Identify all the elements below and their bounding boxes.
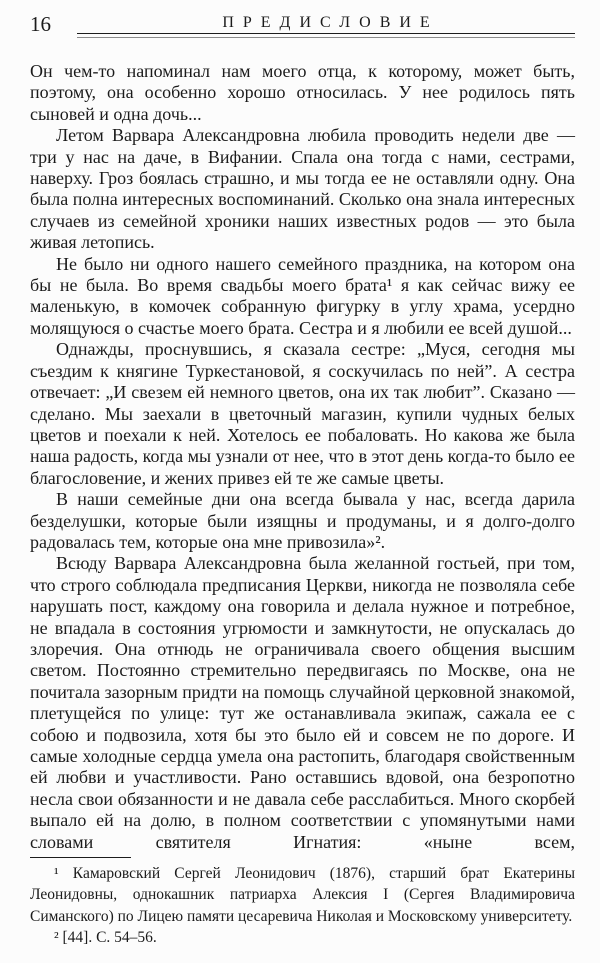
page-header [30,14,575,38]
paragraph: Всюду Варвара Александровна была желанной гостьей, при том, что строго соблюдала предписания Церкви, никогда не позволяла себе нарушать пост, каждому она говорила и делала нужное и потребное, не впадала в состояния угрюмости и замкнутости, не опускалась до злоречия. Она отнюдь не ограничивала своего общения высшим светом. Постоянно стремительно передвигаясь по Москве, она не почитала зазорным придти на помощь случайной церковной знакомой, плетущейся по улице: тут же останавливала экипаж, сажала ее с собою и подвозила, хотя бы это было ей и совсем не по дороге. И самые холодные сердца умела она растопить, благодаря свойственным ей любви и участливости. Рано оставшись вдовой, она безропотно несла свои обязанности и не давала себе расслабиться. Много скорбей выпало ей на долю, в полном соответствии с упомянутыми нами словами святителя Игнатия: «ныне всем, [30,553,575,852]
chapter-title: ПРЕДИСЛОВИЕ [222,14,439,31]
body-text [30,61,575,853]
footnote-separator [30,857,131,858]
paragraph: Однажды, проснувшись, я сказала сестре: „Муся, сегодня мы съездим к княгине Туркестановой, я соскучилась по ней”. А сестра отвечает: „И свезем ей немного цветов, она их так любит”. Сказано — сделано. Мы заехали в цветочный магазин, купили чудных белых цветов и поехали к ней. Хотелось ее побаловать. Но какова же была наша радость, когда мы узнали от нее, что в этот день когда-то было ее благословение, и жених привез ей те же самые цветы. [30,339,575,488]
paragraph: Он чем-то напоминал нам моего отца, к которому, может быть, поэтому, она особенно хорошо относилась. У нее родилось пять сыновей и одна дочь... [30,61,575,124]
header-rule [77,33,575,38]
footnotes [30,857,575,948]
footnote-list [30,863,575,948]
paragraph: Летом Варвара Александровна любила проводить недели две — три у нас на даче, в Вифании. Спала она тогда с нами, сестрами, наверху. Гроз боялась страшно, и мы тогда ее не оставляли одну. Она была полна интересных воспоминаний. Сколько она знала интересных случаев из семейной хроники наших известных родов — это была живая летопись. [30,125,575,253]
footnote: ² [44]. С. 54–56. [54,928,157,946]
footnote: ¹ Камаровский Сергей Леонидович (1876), старший брат Екатерины Леонидовны, однокашник патриарха Алексия I (Сергея Владимировича Симанского) по Лицею памяти цесаревича Николая и Московскому университету. [30,865,575,925]
page-number: 16 [30,12,51,36]
paragraph: Не было ни одного нашего семейного праздника, на котором она бы не была. Во время свадьбы моего брата¹ я как сейчас вижу ее маленькую, в комочек собранную фигурку в углу храма, усердно молящуюся о счастье моего брата. Сестра и я любили ее всей душой... [30,253,575,338]
paragraph: В наши семейные дни она всегда бывала у нас, всегда дарила безделушки, которые были изящны и продуманы, и я долго-долго радовалась тем, которые она мне привозила»². [30,489,575,552]
header-title-block [77,14,575,38]
